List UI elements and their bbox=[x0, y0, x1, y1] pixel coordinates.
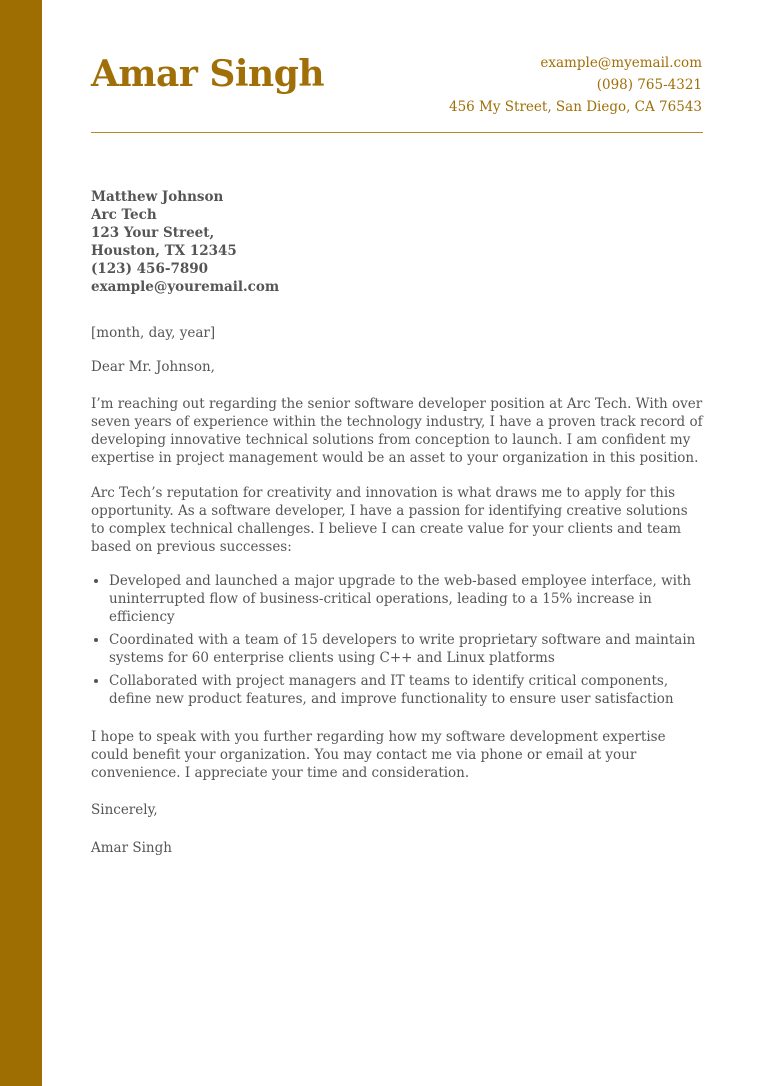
letter-paragraph-3: I hope to speak with you further regarding how my software development expertise could benefit your organization. You may contact me via phone or email at your convenience. I appreciate your time and consideration. bbox=[91, 729, 666, 781]
achievement-item: • Developed and launched a major upgrade to the web-based employee interface, with uninterrupted flow of business-critical operations, leading to a 15% increase in efficiency bbox=[109, 572, 703, 626]
sender-phone: (098) 765-4321 bbox=[596, 77, 702, 93]
achievement-list bbox=[91, 572, 703, 708]
letter-closing: Sincerely, bbox=[91, 802, 158, 818]
recipient-email: example@youremail.com bbox=[91, 279, 280, 295]
letter-signature: Amar Singh bbox=[91, 840, 172, 856]
sender-address: 456 My Street, San Diego, CA 76543 bbox=[449, 99, 702, 115]
recipient-street: 123 Your Street, bbox=[91, 225, 215, 241]
side-accent-bar bbox=[0, 0, 42, 1086]
sender-name-heading: Amar Singh bbox=[91, 53, 325, 95]
achievement-item: • Collaborated with project managers and IT teams to identify critical components, define new product features, and improve functionality to ensure user satisfaction bbox=[109, 672, 703, 708]
letter-paragraph-2: Arc Tech’s reputation for creativity and innovation is what draws me to apply for this opportunity. As a software developer, I have a passion for identifying creative solutions to complex technical challenges. I believe I can create value for your clients and team based on previous successes: bbox=[91, 485, 688, 555]
recipient-city: Houston, TX 12345 bbox=[91, 243, 237, 259]
achievement-item: • Coordinated with a team of 15 developers to write proprietary software and maintain systems for 60 enterprise clients using C++ and Linux platforms bbox=[109, 631, 703, 667]
sender-email: example@myemail.com bbox=[540, 55, 702, 71]
letter-salutation: Dear Mr. Johnson, bbox=[91, 359, 215, 375]
recipient-phone: (123) 456-7890 bbox=[91, 261, 209, 277]
letter-date: [month, day, year] bbox=[91, 325, 216, 341]
recipient-company: Arc Tech bbox=[91, 207, 157, 223]
letter-body bbox=[91, 324, 703, 857]
recipient-name: Matthew Johnson bbox=[91, 189, 224, 205]
recipient-block bbox=[91, 188, 279, 296]
letter-paragraph-1: I’m reaching out regarding the senior software developer position at Arc Tech. With over seven years of experience within the technology industry, I have a proven track record of developing innovative technical solutions from conception to launch. I am confident my expertise in project management would be an asset to your organization in this position. bbox=[91, 396, 703, 466]
sender-contact-block bbox=[449, 52, 702, 118]
header-divider bbox=[91, 132, 703, 133]
